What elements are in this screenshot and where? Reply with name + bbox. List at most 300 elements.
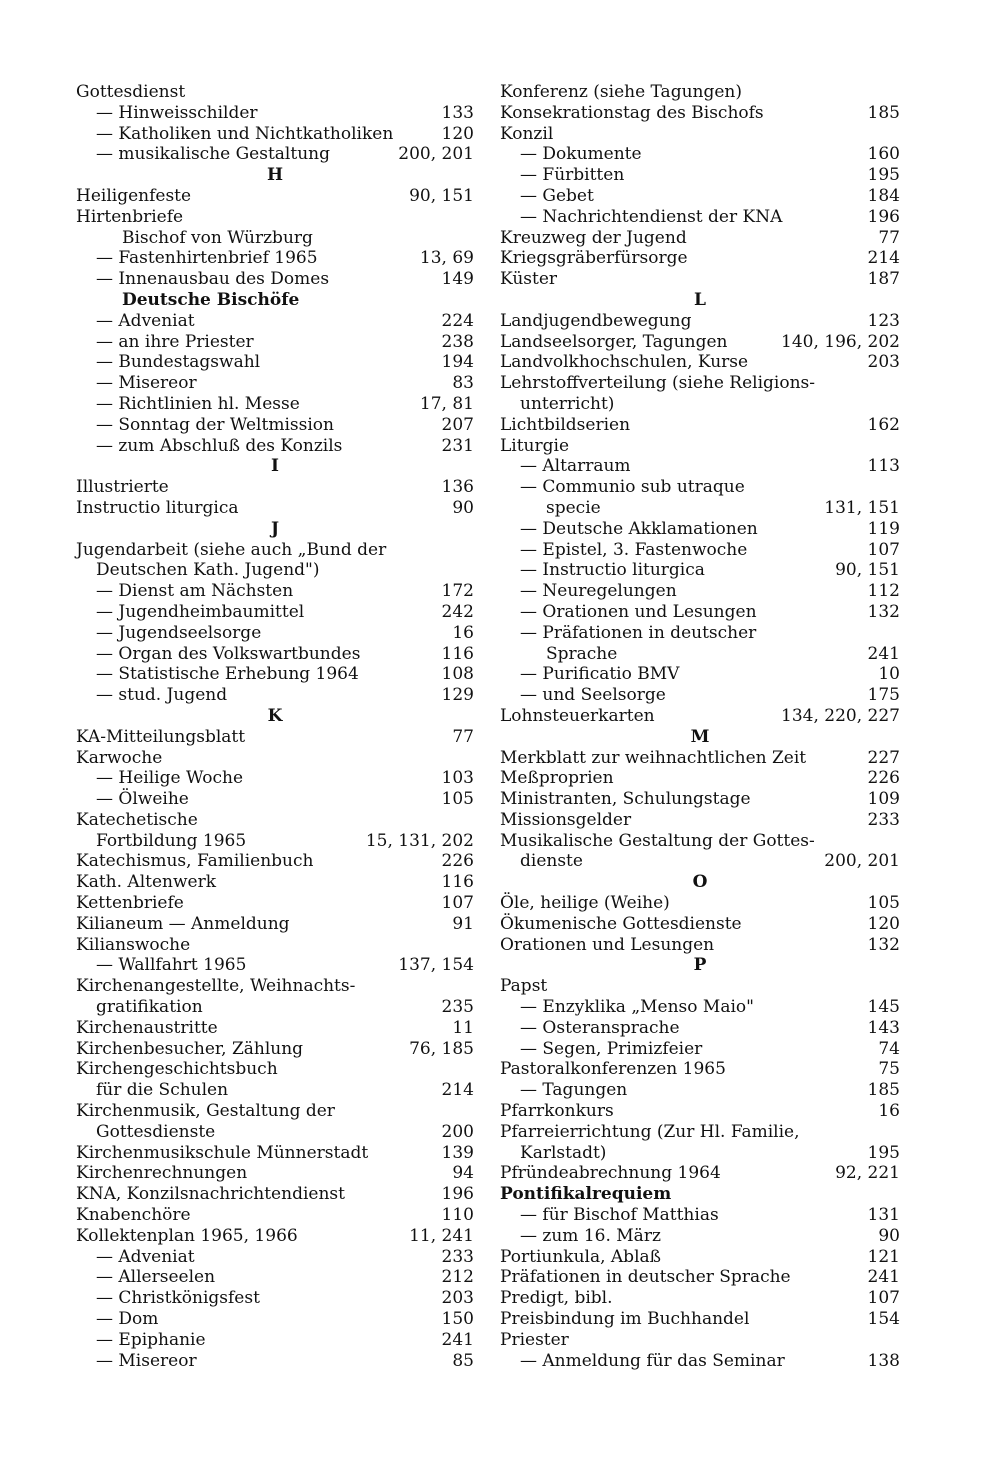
- index-entry: [500, 373, 900, 394]
- index-entry: [76, 124, 474, 145]
- index-entry: [500, 560, 900, 581]
- index-entry: [76, 1351, 474, 1372]
- entry-term: Orationen und Lesungen: [500, 934, 715, 955]
- entry-term: Karwoche: [76, 747, 163, 768]
- index-entry: [76, 664, 474, 685]
- entry-page-numbers: 162: [867, 414, 900, 435]
- section-letter-j: J: [270, 518, 280, 539]
- entry-term: — Heilige Woche: [96, 768, 244, 789]
- entry-term: Meßproprien: [500, 768, 614, 789]
- entry-term: Kriegsgräberfürsorge: [500, 248, 688, 269]
- index-column-right: [500, 82, 900, 1371]
- index-entry: [500, 394, 900, 415]
- index-entry: [76, 477, 474, 498]
- entry-term: — Innenausbau des Domes: [96, 269, 330, 290]
- entry-term: — Bundestagswahl: [96, 352, 261, 373]
- entry-page-numbers: 196: [867, 206, 900, 227]
- index-entry: [500, 810, 900, 831]
- index-entry: [500, 186, 900, 207]
- index-entry: [500, 1205, 900, 1226]
- index-entry: [76, 1330, 474, 1351]
- index-entry: [500, 644, 900, 665]
- section-letter-o: O: [692, 872, 708, 893]
- entry-term: Küster: [500, 269, 558, 290]
- entry-term: Jugendarbeit (siehe auch „Bund der: [76, 539, 387, 560]
- entry-page-numbers: 185: [867, 102, 900, 123]
- entry-page-numbers: 120: [441, 123, 474, 144]
- entry-page-numbers: 138: [867, 1350, 900, 1371]
- index-entry: [76, 186, 474, 207]
- index-entry: [500, 685, 900, 706]
- entry-term: Kirchenmusik, Gestaltung der: [76, 1101, 335, 1122]
- entry-page-numbers: 231: [441, 435, 474, 456]
- entry-term: KNA, Konzilsnachrichtendienst: [76, 1184, 345, 1205]
- entry-term: — Allerseelen: [96, 1267, 216, 1288]
- entry-term: Missionsgelder: [500, 809, 632, 830]
- entry-term: Kirchenaustritte: [76, 1017, 218, 1038]
- index-entry: [76, 1247, 474, 1268]
- entry-term: Kirchenrechnungen: [76, 1163, 248, 1184]
- entry-term: Sprache: [546, 643, 618, 664]
- entry-term: Priester: [500, 1329, 569, 1350]
- entry-page-numbers: 214: [441, 1080, 474, 1101]
- index-entry: [500, 124, 900, 145]
- index-entry: [500, 477, 900, 498]
- entry-page-numbers: 185: [867, 1080, 900, 1101]
- entry-page-numbers: 11: [452, 1017, 474, 1038]
- entry-page-numbers: 90, 151: [835, 560, 900, 581]
- entry-page-numbers: 149: [441, 269, 474, 290]
- entry-page-numbers: 105: [867, 893, 900, 914]
- entry-term: Kettenbriefe: [76, 893, 184, 914]
- entry-page-numbers: 195: [867, 165, 900, 186]
- index-entry: [76, 644, 474, 665]
- entry-term: — Osteransprache: [520, 1017, 680, 1038]
- entry-page-numbers: 200: [441, 1121, 474, 1142]
- entry-term: Portiunkula, Ablaß: [500, 1246, 661, 1267]
- index-entry: [500, 82, 900, 103]
- entry-term: Landjugendbewegung: [500, 310, 692, 331]
- entry-page-numbers: 112: [867, 581, 900, 602]
- entry-page-numbers: 77: [452, 726, 474, 747]
- entry-page-numbers: 224: [441, 310, 474, 331]
- entry-page-numbers: 129: [441, 685, 474, 706]
- index-entry: [500, 1059, 900, 1080]
- index-entry: [500, 456, 900, 477]
- entry-term: — Segen, Primizfeier: [520, 1038, 703, 1059]
- entry-page-numbers: 77: [878, 227, 900, 248]
- section-letter-i: I: [271, 456, 279, 477]
- entry-term: Papst: [500, 976, 548, 997]
- entry-page-numbers: 120: [867, 913, 900, 934]
- index-entry: [76, 1184, 474, 1205]
- entry-term: — Epistel, 3. Fastenwoche: [520, 539, 748, 560]
- entry-page-numbers: 94: [452, 1163, 474, 1184]
- entry-term: — Sonntag der Weltmission: [96, 414, 334, 435]
- entry-page-numbers: 227: [867, 747, 900, 768]
- index-entry: [500, 1101, 900, 1122]
- index-entry: [76, 103, 474, 124]
- entry-page-numbers: 137, 154: [398, 955, 474, 976]
- section-letter-l: L: [694, 289, 706, 310]
- index-entry: [500, 1226, 900, 1247]
- entry-term: Bischof von Würzburg: [122, 227, 313, 248]
- index-entry: [500, 1018, 900, 1039]
- index-entry: [76, 144, 474, 165]
- entry-term: Pfarreierrichtung (Zur Hl. Familie,: [500, 1121, 800, 1142]
- entry-page-numbers: 74: [878, 1038, 900, 1059]
- entry-term: — Richtlinien hl. Messe: [96, 393, 300, 414]
- entry-term: Katechetische: [76, 809, 198, 830]
- entry-term: — stud. Jugend: [96, 685, 228, 706]
- entry-term: — Hinweisschilder: [96, 102, 258, 123]
- entry-term: — Anmeldung für das Seminar: [520, 1350, 785, 1371]
- index-entry: [76, 810, 474, 831]
- entry-term: Kirchenbesucher, Zählung: [76, 1038, 304, 1059]
- entry-term: — Fastenhirtenbrief 1965: [96, 248, 318, 269]
- index-entry: [500, 1122, 900, 1143]
- entry-term: Kirchenangestellte, Weihnachts-: [76, 976, 356, 997]
- entry-page-numbers: 105: [441, 789, 474, 810]
- index-entry: [500, 706, 900, 727]
- index-entry: [76, 1039, 474, 1060]
- entry-page-numbers: 15, 131, 202: [365, 830, 474, 851]
- entry-page-numbers: 140, 196, 202: [781, 331, 900, 352]
- index-entry: [500, 332, 900, 353]
- index-entry: [500, 1330, 900, 1351]
- entry-page-numbers: 139: [441, 1142, 474, 1163]
- entry-page-numbers: 90: [878, 1225, 900, 1246]
- index-entry: [76, 727, 474, 748]
- index-entry: [500, 893, 900, 914]
- entry-term: gratifikation: [96, 997, 203, 1018]
- entry-page-numbers: 10: [878, 664, 900, 685]
- entry-page-numbers: 75: [878, 1059, 900, 1080]
- entry-term: unterricht): [520, 393, 615, 414]
- entry-term: — Christkönigsfest: [96, 1288, 260, 1309]
- entry-page-numbers: 16: [452, 622, 474, 643]
- entry-term: — Jugendseelsorge: [96, 622, 262, 643]
- index-entry: [76, 1267, 474, 1288]
- index-entry: [500, 498, 900, 519]
- entry-page-numbers: 194: [441, 352, 474, 373]
- index-entry: [500, 664, 900, 685]
- entry-term: — Organ des Volkswartbundes: [96, 643, 361, 664]
- entry-term: Liturgie: [500, 435, 570, 456]
- entry-page-numbers: 131: [867, 1205, 900, 1226]
- entry-term: — Altarraum: [520, 456, 631, 477]
- index-entry: [500, 540, 900, 561]
- section-letter-p: P: [693, 955, 707, 976]
- entry-term: — Ölweihe: [96, 789, 189, 810]
- index-entry: [76, 269, 474, 290]
- entry-term: Deutschen Kath. Jugend"): [96, 560, 320, 581]
- index-entry: [76, 1205, 474, 1226]
- entry-term: Deutsche Bischöfe: [122, 289, 300, 310]
- index-entry: [76, 248, 474, 269]
- entry-page-numbers: 226: [867, 768, 900, 789]
- entry-page-numbers: 83: [452, 373, 474, 394]
- entry-page-numbers: 226: [441, 851, 474, 872]
- index-column-left: [76, 82, 474, 1371]
- index-entry: [500, 165, 900, 186]
- entry-page-numbers: 238: [441, 331, 474, 352]
- index-entry: [76, 352, 474, 373]
- index-entry: [500, 103, 900, 124]
- index-entry: [500, 269, 900, 290]
- entry-term: Katechismus, Familienbuch: [76, 851, 314, 872]
- entry-term: — Enzyklika „Menso Maio": [520, 997, 754, 1018]
- entry-term: specie: [546, 497, 601, 518]
- index-entry: [500, 1267, 900, 1288]
- index-entry: [76, 1101, 474, 1122]
- index-entry: [500, 976, 900, 997]
- index-entry: [500, 1351, 900, 1372]
- index-entry: [500, 748, 900, 769]
- index-entry: [76, 1122, 474, 1143]
- entry-term: Ministranten, Schulungstage: [500, 789, 751, 810]
- index-entry: [76, 415, 474, 436]
- section-letter-h: H: [266, 165, 284, 186]
- section-letter-m: M: [690, 726, 710, 747]
- entry-page-numbers: 133: [441, 102, 474, 123]
- entry-term: — Gebet: [520, 185, 594, 206]
- entry-term: Musikalische Gestaltung der Gottes-: [500, 830, 815, 851]
- entry-term: — Purificatio BMV: [520, 664, 680, 685]
- entry-page-numbers: 17, 81: [419, 393, 474, 414]
- entry-term: Hirtenbriefe: [76, 206, 184, 227]
- entry-term: — Instructio liturgica: [520, 560, 705, 581]
- index-entry: [76, 997, 474, 1018]
- index-entry: [76, 394, 474, 415]
- entry-term: Konzil: [500, 123, 554, 144]
- index-entry: [500, 228, 900, 249]
- index-entry: [76, 290, 474, 311]
- index-entry: [76, 831, 474, 852]
- entry-term: Kollektenplan 1965, 1966: [76, 1225, 298, 1246]
- entry-term: Kreuzweg der Jugend: [500, 227, 687, 248]
- index-entry: [76, 311, 474, 332]
- entry-term: KA-Mitteilungsblatt: [76, 726, 246, 747]
- entry-page-numbers: 85: [452, 1350, 474, 1371]
- entry-term: Pfründeabrechnung 1964: [500, 1163, 721, 1184]
- entry-term: Merkblatt zur weihnachtlichen Zeit: [500, 747, 807, 768]
- entry-page-numbers: 107: [867, 1288, 900, 1309]
- entry-term: Karlstadt): [520, 1142, 607, 1163]
- entry-term: Öle, heilige (Weihe): [500, 893, 670, 914]
- entry-page-numbers: 203: [867, 352, 900, 373]
- entry-term: — Katholiken und Nichtkatholiken: [96, 123, 394, 144]
- entry-term: Fortbildung 1965: [96, 830, 247, 851]
- entry-page-numbers: 241: [867, 643, 900, 664]
- entry-term: Instructio liturgica: [76, 497, 239, 518]
- entry-term: Konferenz (siehe Tagungen): [500, 82, 743, 102]
- index-entry: [500, 144, 900, 165]
- index-entry: [76, 768, 474, 789]
- entry-term: Präfationen in deutscher Sprache: [500, 1267, 791, 1288]
- index-entry: [76, 1226, 474, 1247]
- entry-term: Kilianeum — Anmeldung: [76, 913, 290, 934]
- entry-term: Kirchengeschichtsbuch: [76, 1059, 278, 1080]
- entry-term: Preisbindung im Buchhandel: [500, 1309, 750, 1330]
- entry-page-numbers: 123: [867, 310, 900, 331]
- entry-term: Konsekrationstag des Bischofs: [500, 102, 764, 123]
- index-entry: [76, 1143, 474, 1164]
- entry-page-numbers: 143: [867, 1017, 900, 1038]
- entry-page-numbers: 90, 151: [409, 185, 474, 206]
- entry-term: für die Schulen: [96, 1080, 229, 1101]
- entry-term: Knabenchöre: [76, 1205, 191, 1226]
- index-entry: [76, 955, 474, 976]
- entry-term: — Misereor: [96, 373, 197, 394]
- entry-term: — Dom: [96, 1309, 159, 1330]
- index-entry: [500, 1163, 900, 1184]
- index-entry: [500, 1288, 900, 1309]
- entry-page-numbers: 233: [441, 1246, 474, 1267]
- entry-term: — Adveniat: [96, 1246, 195, 1267]
- index-entry: [76, 935, 474, 956]
- entry-term: — für Bischof Matthias: [520, 1205, 719, 1226]
- entry-page-numbers: 195: [867, 1142, 900, 1163]
- entry-page-numbers: 134, 220, 227: [781, 705, 900, 726]
- entry-page-numbers: 92, 221: [835, 1163, 900, 1184]
- entry-term: — Misereor: [96, 1350, 197, 1371]
- index-entry: [500, 851, 900, 872]
- entry-page-numbers: 76, 185: [409, 1038, 474, 1059]
- entry-term: Lehrstoffverteilung (siehe Religions-: [500, 373, 816, 394]
- entry-page-numbers: 119: [867, 518, 900, 539]
- entry-page-numbers: 136: [441, 477, 474, 498]
- entry-page-numbers: 121: [867, 1246, 900, 1267]
- index-entry: [500, 789, 900, 810]
- entry-term: — Fürbitten: [520, 165, 625, 186]
- index-entry: [500, 1184, 900, 1205]
- index-entry: [500, 415, 900, 436]
- index-entry: [76, 914, 474, 935]
- index-entry: [76, 560, 474, 581]
- entry-term: Pontifikalrequiem: [500, 1184, 672, 1205]
- index-entry: [76, 1059, 474, 1080]
- index-entry: [500, 207, 900, 228]
- index-entry: [500, 248, 900, 269]
- entry-page-numbers: 13, 69: [419, 248, 474, 269]
- index-entry: [500, 768, 900, 789]
- index-entry: [76, 623, 474, 644]
- entry-page-numbers: 214: [867, 248, 900, 269]
- entry-page-numbers: 132: [867, 934, 900, 955]
- entry-page-numbers: 132: [867, 601, 900, 622]
- index-entry: [500, 1080, 900, 1101]
- entry-page-numbers: 154: [867, 1309, 900, 1330]
- index-entry: [500, 1039, 900, 1060]
- index-entry: [76, 893, 474, 914]
- entry-term: — Orationen und Lesungen: [520, 601, 757, 622]
- entry-term: Landseelsorger, Tagungen: [500, 331, 728, 352]
- entry-term: Predigt, bibl.: [500, 1288, 613, 1309]
- section-letter-k: K: [267, 705, 283, 726]
- index-entry: [76, 872, 474, 893]
- entry-term: — Dienst am Nächsten: [96, 581, 294, 602]
- index-entry: [76, 1309, 474, 1330]
- entry-page-numbers: 16: [878, 1101, 900, 1122]
- entry-term: Pastoralkonferenzen 1965: [500, 1059, 726, 1080]
- entry-page-numbers: 108: [441, 664, 474, 685]
- index-entry: [500, 352, 900, 373]
- entry-page-numbers: 233: [867, 809, 900, 830]
- index-entry: [76, 436, 474, 457]
- entry-term: — an ihre Priester: [96, 331, 254, 352]
- entry-page-numbers: 172: [441, 581, 474, 602]
- index-entry: [76, 1288, 474, 1309]
- entry-page-numbers: 103: [441, 768, 474, 789]
- entry-page-numbers: 235: [441, 997, 474, 1018]
- entry-term: — zum 16. März: [520, 1225, 661, 1246]
- entry-page-numbers: 207: [441, 414, 474, 435]
- index-entry: [500, 602, 900, 623]
- entry-term: — und Seelsorge: [520, 685, 666, 706]
- entry-term: — Präfationen in deutscher: [520, 622, 757, 643]
- entry-term: Heiligenfeste: [76, 185, 192, 206]
- entry-term: — Wallfahrt 1965: [96, 955, 247, 976]
- index-entry: [76, 207, 474, 228]
- entry-term: Kirchenmusikschule Münnerstadt: [76, 1142, 369, 1163]
- index-entry: [76, 540, 474, 561]
- index-entry: [76, 1163, 474, 1184]
- entry-page-numbers: 91: [452, 913, 474, 934]
- index-entry: [76, 789, 474, 810]
- entry-term: — Jugendheimbaumittel: [96, 601, 305, 622]
- entry-page-numbers: 113: [867, 456, 900, 477]
- entry-term: Landvolkhochschulen, Kurse: [500, 352, 749, 373]
- entry-page-numbers: 160: [867, 144, 900, 165]
- entry-term: — Epiphanie: [96, 1329, 206, 1350]
- entry-page-numbers: 107: [867, 539, 900, 560]
- index-entry: [500, 997, 900, 1018]
- index-entry: [500, 914, 900, 935]
- entry-page-numbers: 90: [452, 497, 474, 518]
- index-entry: [500, 623, 900, 644]
- entry-term: Kilianswoche: [76, 934, 191, 955]
- index-entry: [500, 831, 900, 852]
- entry-page-numbers: 212: [441, 1267, 474, 1288]
- entry-page-numbers: 116: [441, 643, 474, 664]
- entry-term: — Communio sub utraque: [520, 477, 745, 498]
- index-entry: [500, 1247, 900, 1268]
- entry-page-numbers: 184: [867, 185, 900, 206]
- entry-term: — Dokumente: [520, 144, 642, 165]
- index-entry: [500, 935, 900, 956]
- entry-term: — Deutsche Akklamationen: [520, 518, 758, 539]
- index-entry: [76, 373, 474, 394]
- entry-page-numbers: 200, 201: [824, 851, 900, 872]
- index-entry: [76, 1080, 474, 1101]
- entry-term: — zum Abschluß des Konzils: [96, 435, 343, 456]
- entry-page-numbers: 203: [441, 1288, 474, 1309]
- entry-page-numbers: 131, 151: [824, 497, 900, 518]
- entry-page-numbers: 116: [441, 872, 474, 893]
- index-entry: [500, 1309, 900, 1330]
- entry-term: — Adveniat: [96, 310, 195, 331]
- entry-term: Pfarrkonkurs: [500, 1101, 614, 1122]
- entry-term: dienste: [520, 851, 583, 872]
- entry-page-numbers: 107: [441, 893, 474, 914]
- entry-term: — musikalische Gestaltung: [96, 144, 330, 165]
- index-entry: [500, 581, 900, 602]
- index-entry: [76, 748, 474, 769]
- index-entry: [76, 498, 474, 519]
- entry-term: — Statistische Erhebung 1964: [96, 664, 359, 685]
- entry-page-numbers: 110: [441, 1205, 474, 1226]
